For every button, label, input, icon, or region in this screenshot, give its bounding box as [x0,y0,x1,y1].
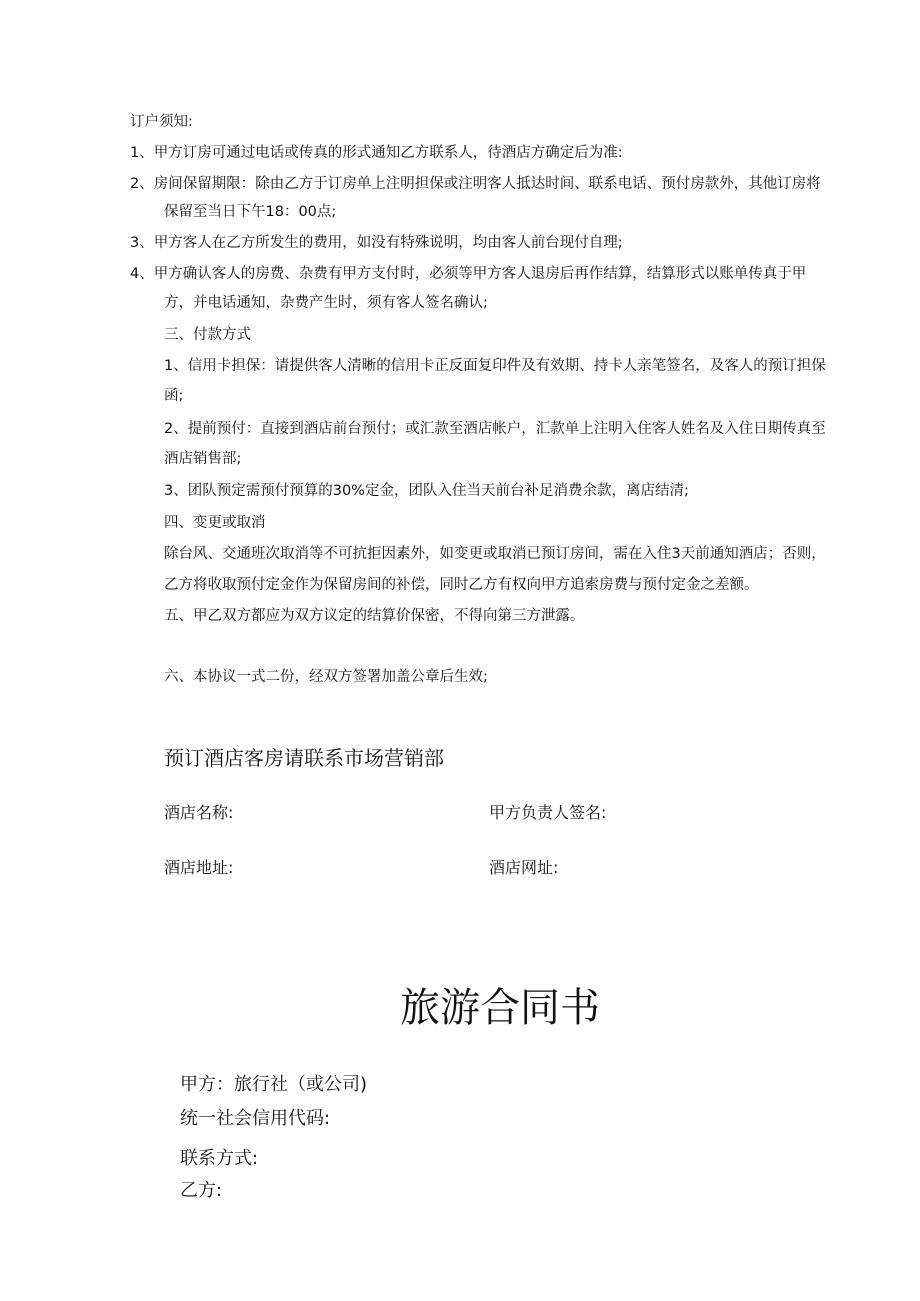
agreement-clause: 六、本协议一式二份，经双方签署加盖公章后生效; [164,669,488,685]
change-heading: 四、变更或取消 [164,515,266,531]
payment-item-3: 3、团队预定需预付预算的30%定金，团队入住当天前台补足消费余款，离店结清; [164,483,689,499]
notice-item-1: 1、甲方订房可通过电话或传真的形式通知乙方联系人，待酒店方确定后为准: [130,145,623,161]
confidentiality-clause: 五、甲乙双方都应为双方议定的结算价保密，不得向第三方泄露。 [164,608,585,624]
contact-method-line: 联系方式: [180,1148,259,1169]
notice-item-3: 3、甲方客人在乙方所发生的费用，如没有特殊说明，均由客人前台现付自理; [130,235,623,251]
notice-item-2-line-2: 保留至当日下午18：00点; [164,204,337,220]
hotel-address-label: 酒店地址: [164,858,234,877]
payment-item-1-line-2: 函; [164,388,184,404]
contact-heading: 预订酒店客房请联系市场营销部 [164,746,444,770]
hotel-name-label: 酒店名称: [164,803,234,822]
notice-title: 订户须知: [130,114,193,130]
party-a-signature-label: 甲方负责人签名: [489,803,607,822]
payment-item-1-line-1: 1、信用卡担保：请提供客人清晰的信用卡正反面复印件及有效期、持卡人亲笔签名，及客人的预订担保 [164,358,826,374]
contract-title: 旅游合同书 [400,985,600,1031]
party-b-line: 乙方: [180,1180,223,1201]
credit-code-line: 统一社会信用代码: [180,1108,331,1129]
notice-item-4-line-1: 4、甲方确认客人的房费、杂费有甲方支付时，必须等甲方客人退房后再作结算，结算形式以账单传真于甲 [130,266,807,282]
change-line-2: 乙方将收取预付定金作为保留房间的补偿，同时乙方有权向甲方追索房费与预付定金之差额。 [164,577,759,593]
notice-item-4-line-2: 方，并电话通知，杂费产生时，须有客人签名确认; [164,295,488,311]
hotel-website-label: 酒店网址: [489,858,559,877]
payment-item-2-line-2: 酒店销售部; [164,451,242,467]
payment-heading: 三、付款方式 [164,327,251,343]
notice-item-2-line-1: 2、房间保留期限：除由乙方于订房单上注明担保或注明客人抵达时间、联系电话、预付房款外，其他订房将 [130,176,821,192]
change-line-1: 除台风、交通班次取消等不可抗拒因素外，如变更或取消已预订房间，需在入住3天前通知酒店；否则， [164,546,826,562]
party-a-line: 甲方：旅行社（或公司) [180,1074,368,1095]
payment-item-2-line-1: 2、提前预付：直接到酒店前台预付；或汇款至酒店帐户，汇款单上注明入住客人姓名及入住日期传真至 [164,421,826,437]
